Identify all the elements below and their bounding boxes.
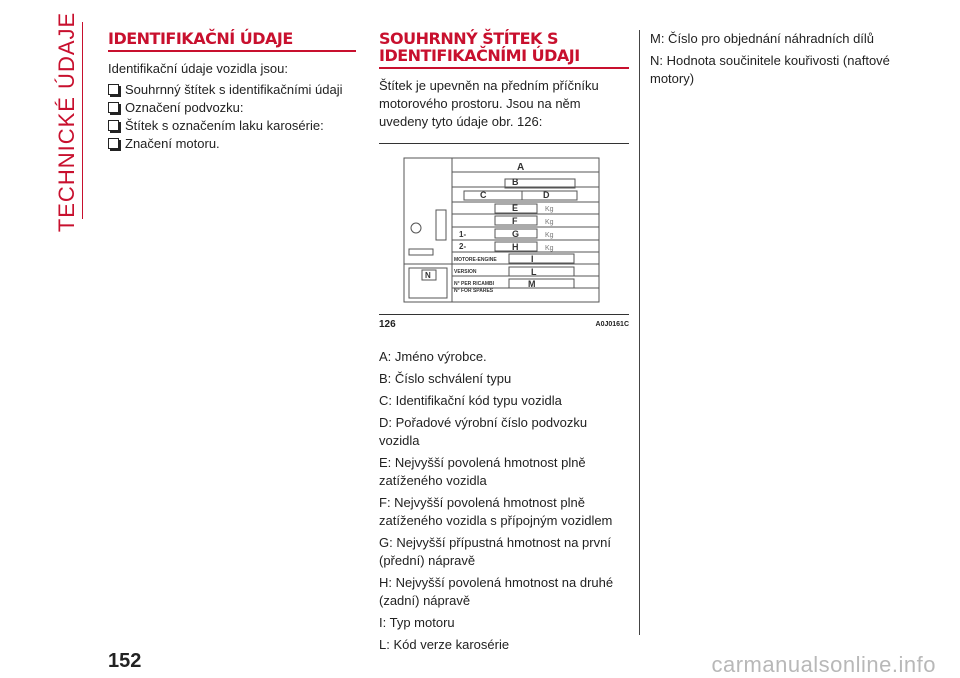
plate-unit-kg: Kg — [545, 206, 554, 213]
legend-item: G: Nejvyšší přípustná hmotnost na první (přední) nápravě — [379, 535, 611, 568]
column-plate — [379, 30, 629, 658]
legend-item: N: Hodnota součinitele kouřivosti (naftové motory) — [650, 53, 890, 86]
plate-label-i: I — [531, 254, 534, 264]
plate-label-motore: MOTORE-ENGINE — [454, 257, 497, 263]
side-section-title — [52, 11, 82, 232]
plate-unit-kg: Kg — [545, 232, 554, 239]
identification-list — [108, 81, 356, 153]
legend-item: E: Nejvyšší povolená hmotnost plně zatíženého vozidla — [379, 455, 586, 488]
legend-item: L: Kód verze karosérie — [379, 637, 510, 652]
legend-item: M: Číslo pro objednání náhradních dílů — [650, 31, 875, 46]
list-item — [108, 117, 356, 135]
plate-label-row1: 1- — [459, 230, 467, 239]
plate-unit-kg: Kg — [545, 219, 554, 226]
legend-item: B: Číslo schválení typu — [379, 371, 512, 386]
list-item — [108, 99, 356, 117]
plate-label-ricambi: N° PER RICAMBI — [454, 281, 495, 287]
plate-label-c: C — [480, 190, 487, 200]
list-item-text: Štítek s označením laku karosérie: — [125, 118, 324, 133]
side-section-title-text: TECHNICKÉ ÚDAJE — [54, 11, 80, 232]
plate-label-a: A — [517, 162, 525, 173]
figure-caption-rule — [379, 314, 629, 315]
legend-item: H: Nejvyšší povolená hmotnost na druhé (zadní) nápravě — [379, 575, 614, 608]
checkbox-bullet-icon — [108, 84, 119, 95]
figure-126 — [379, 143, 629, 332]
plate-intro: Štítek je upevněn na předním příčníku motorového prostoru. Jsou na něm uvedeny tyto údaje obr. 126: — [379, 78, 599, 129]
plate-label-d: D — [543, 190, 550, 200]
plate-label-f: F — [512, 216, 518, 226]
plate-unit-kg: Kg — [545, 245, 554, 252]
list-item — [108, 81, 356, 99]
plate-label-e: E — [512, 203, 519, 213]
column-legend-continued — [650, 30, 900, 91]
plate-legend — [379, 348, 629, 654]
plate-label-version: VERSION — [454, 269, 477, 275]
list-item-text: Značení motoru. — [125, 136, 220, 151]
plate-label-g: G — [512, 229, 520, 239]
legend-item: C: Identifikační kód typu vozidla — [379, 393, 562, 408]
plate-label-l: L — [531, 267, 537, 277]
legend-item: A: Jméno výrobce. — [379, 349, 487, 364]
column-divider — [639, 30, 640, 635]
list-item — [108, 135, 356, 153]
plate-label-h: H — [512, 242, 519, 252]
legend-item: D: Pořadové výrobní číslo podvozku vozidla — [379, 415, 588, 448]
figure-number: 126 — [379, 319, 396, 330]
list-item-text: Označení podvozku: — [125, 100, 244, 115]
plate-label-row2: 2- — [459, 242, 467, 251]
page-number: 152 — [108, 650, 142, 672]
identification-heading: IDENTIFIKAČNÍ ÚDAJE — [108, 30, 356, 52]
identification-plate-diagram — [379, 154, 629, 319]
watermark: carmanualsonline.info — [711, 652, 936, 677]
figure-code: A0J0161C — [595, 321, 629, 328]
checkbox-bullet-icon — [108, 102, 119, 113]
column-identification — [108, 30, 356, 153]
checkbox-bullet-icon — [108, 138, 119, 149]
legend-item: F: Nejvyšší povolená hmotnost plně zatíženého vozidla s přípojným vozidlem — [379, 495, 613, 528]
plate-label-n: N — [425, 271, 431, 280]
list-item-text: Souhrnný štítek s identifikačními údaji — [125, 82, 343, 97]
plate-label-spares: N° FOR SPARES — [454, 288, 494, 294]
checkbox-bullet-icon — [108, 120, 119, 131]
side-divider — [82, 22, 83, 219]
legend-item: I: Typ motoru — [379, 615, 455, 630]
plate-heading: SOUHRNNÝ ŠTÍTEK S IDENTIFIKAČNÍMI ÚDAJI — [379, 30, 629, 69]
identification-intro: Identifikační údaje vozidla jsou: — [108, 61, 288, 76]
plate-label-b: B — [512, 177, 519, 187]
plate-label-m: M — [528, 279, 536, 289]
